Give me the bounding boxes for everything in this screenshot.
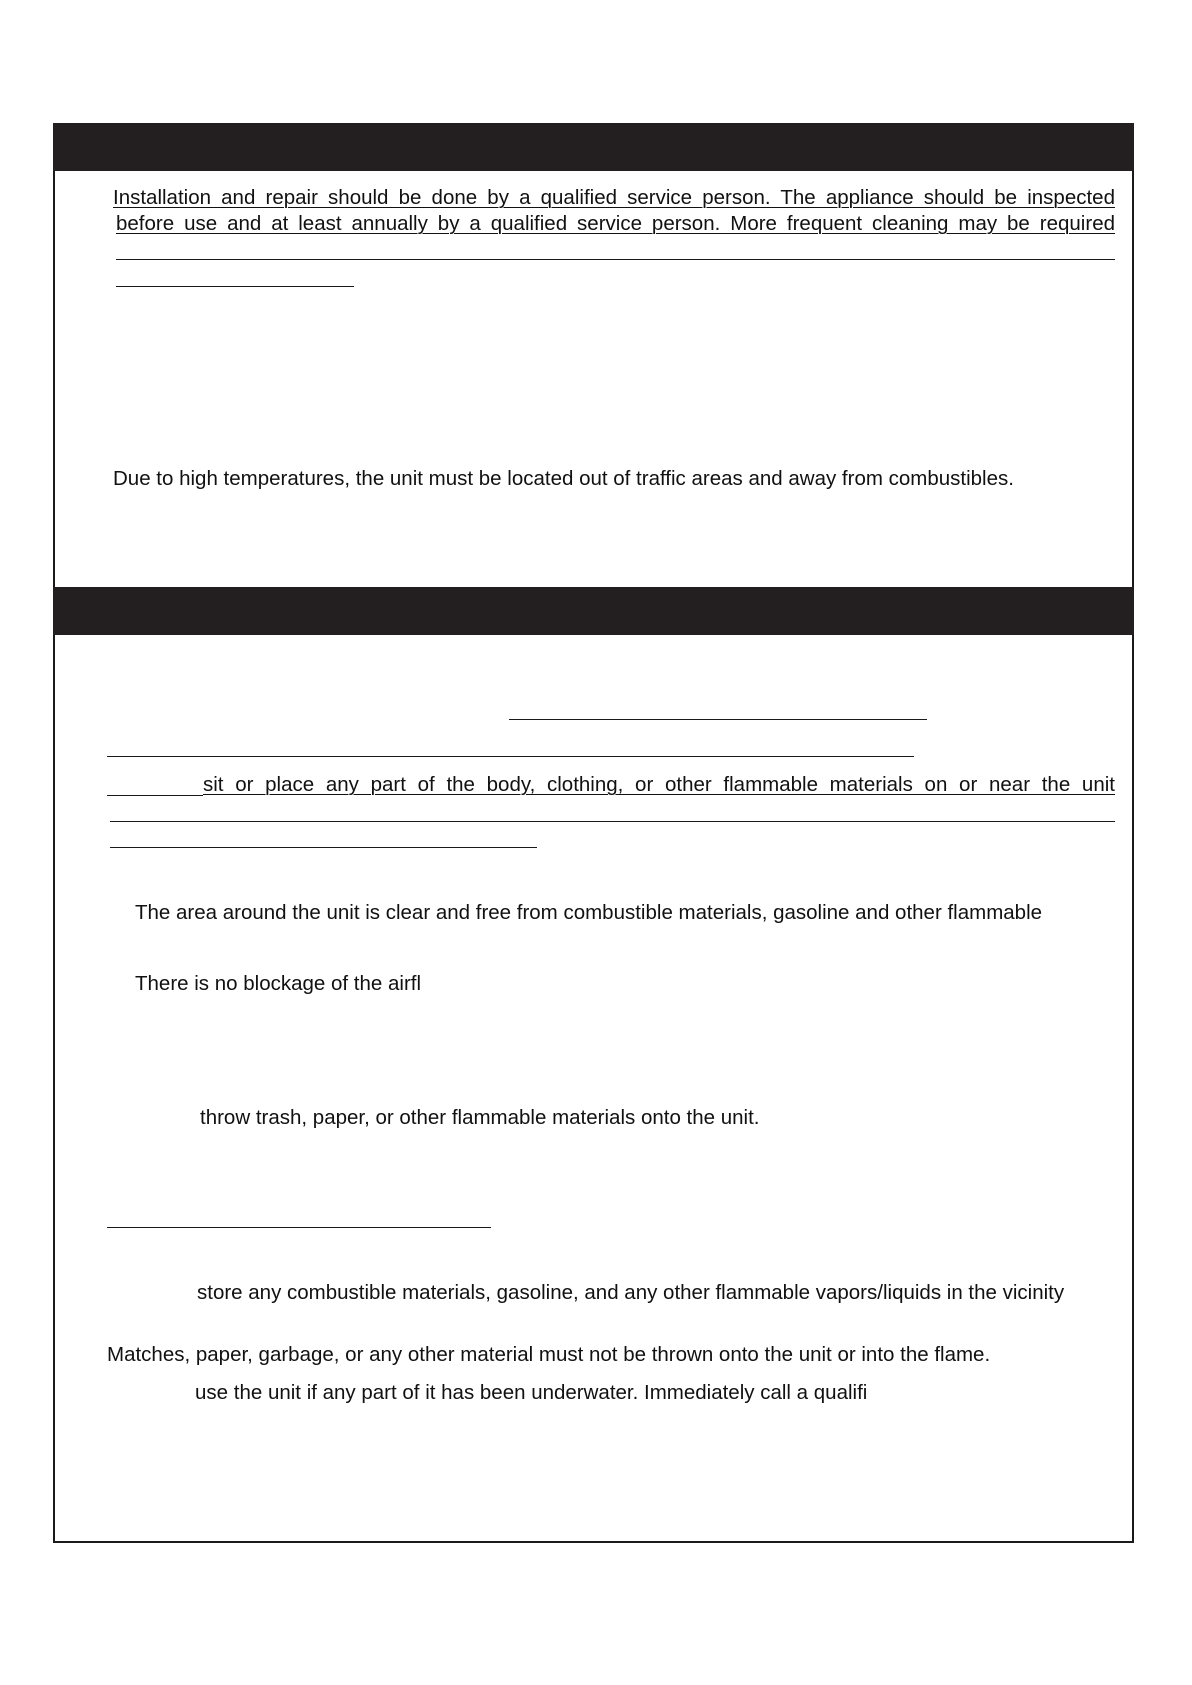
airflow-item: There is no blockage of the airfl [135, 972, 422, 995]
matches-warning-text: Matches, paper, garbage, or any other material must not be thrown onto the unit or into the flame. [107, 1343, 991, 1366]
underline-rule [116, 259, 1115, 260]
section-header-bar-2 [53, 587, 1134, 635]
underline-rule [110, 847, 537, 848]
underline-rule [116, 286, 354, 287]
installation-text-line-2: before use and at least annually by a qualified service person. More frequent cleaning may be required [116, 212, 1115, 235]
underline-rule [107, 1227, 491, 1228]
underwater-warning-text: use the unit if any part of it has been underwater. Immediately call a qualifi [195, 1381, 868, 1404]
underline-rule [509, 719, 927, 720]
underline-rule [107, 756, 914, 757]
sit-warning-text: sit or place any part of the body, clothing, or other flammable materials on or near the unit [203, 773, 1115, 796]
warning-frame [53, 123, 1134, 1543]
installation-text-line-1: Installation and repair should be done by a qualified service person. The appliance should be inspected [113, 186, 1115, 209]
section-header-bar-1 [53, 123, 1134, 171]
throw-trash-text: throw trash, paper, or other flammable materials onto the unit. [200, 1106, 760, 1129]
location-note: Due to high temperatures, the unit must be located out of traffic areas and away from combustibles. [113, 467, 1014, 490]
area-clear-item: The area around the unit is clear and free from combustible materials, gasoline and other flammable [135, 901, 1043, 924]
underline-rule [107, 795, 203, 796]
store-warning-text: store any combustible materials, gasoline, and any other flammable vapors/liquids in the vicinity [197, 1281, 1065, 1304]
underline-rule [110, 821, 1115, 822]
